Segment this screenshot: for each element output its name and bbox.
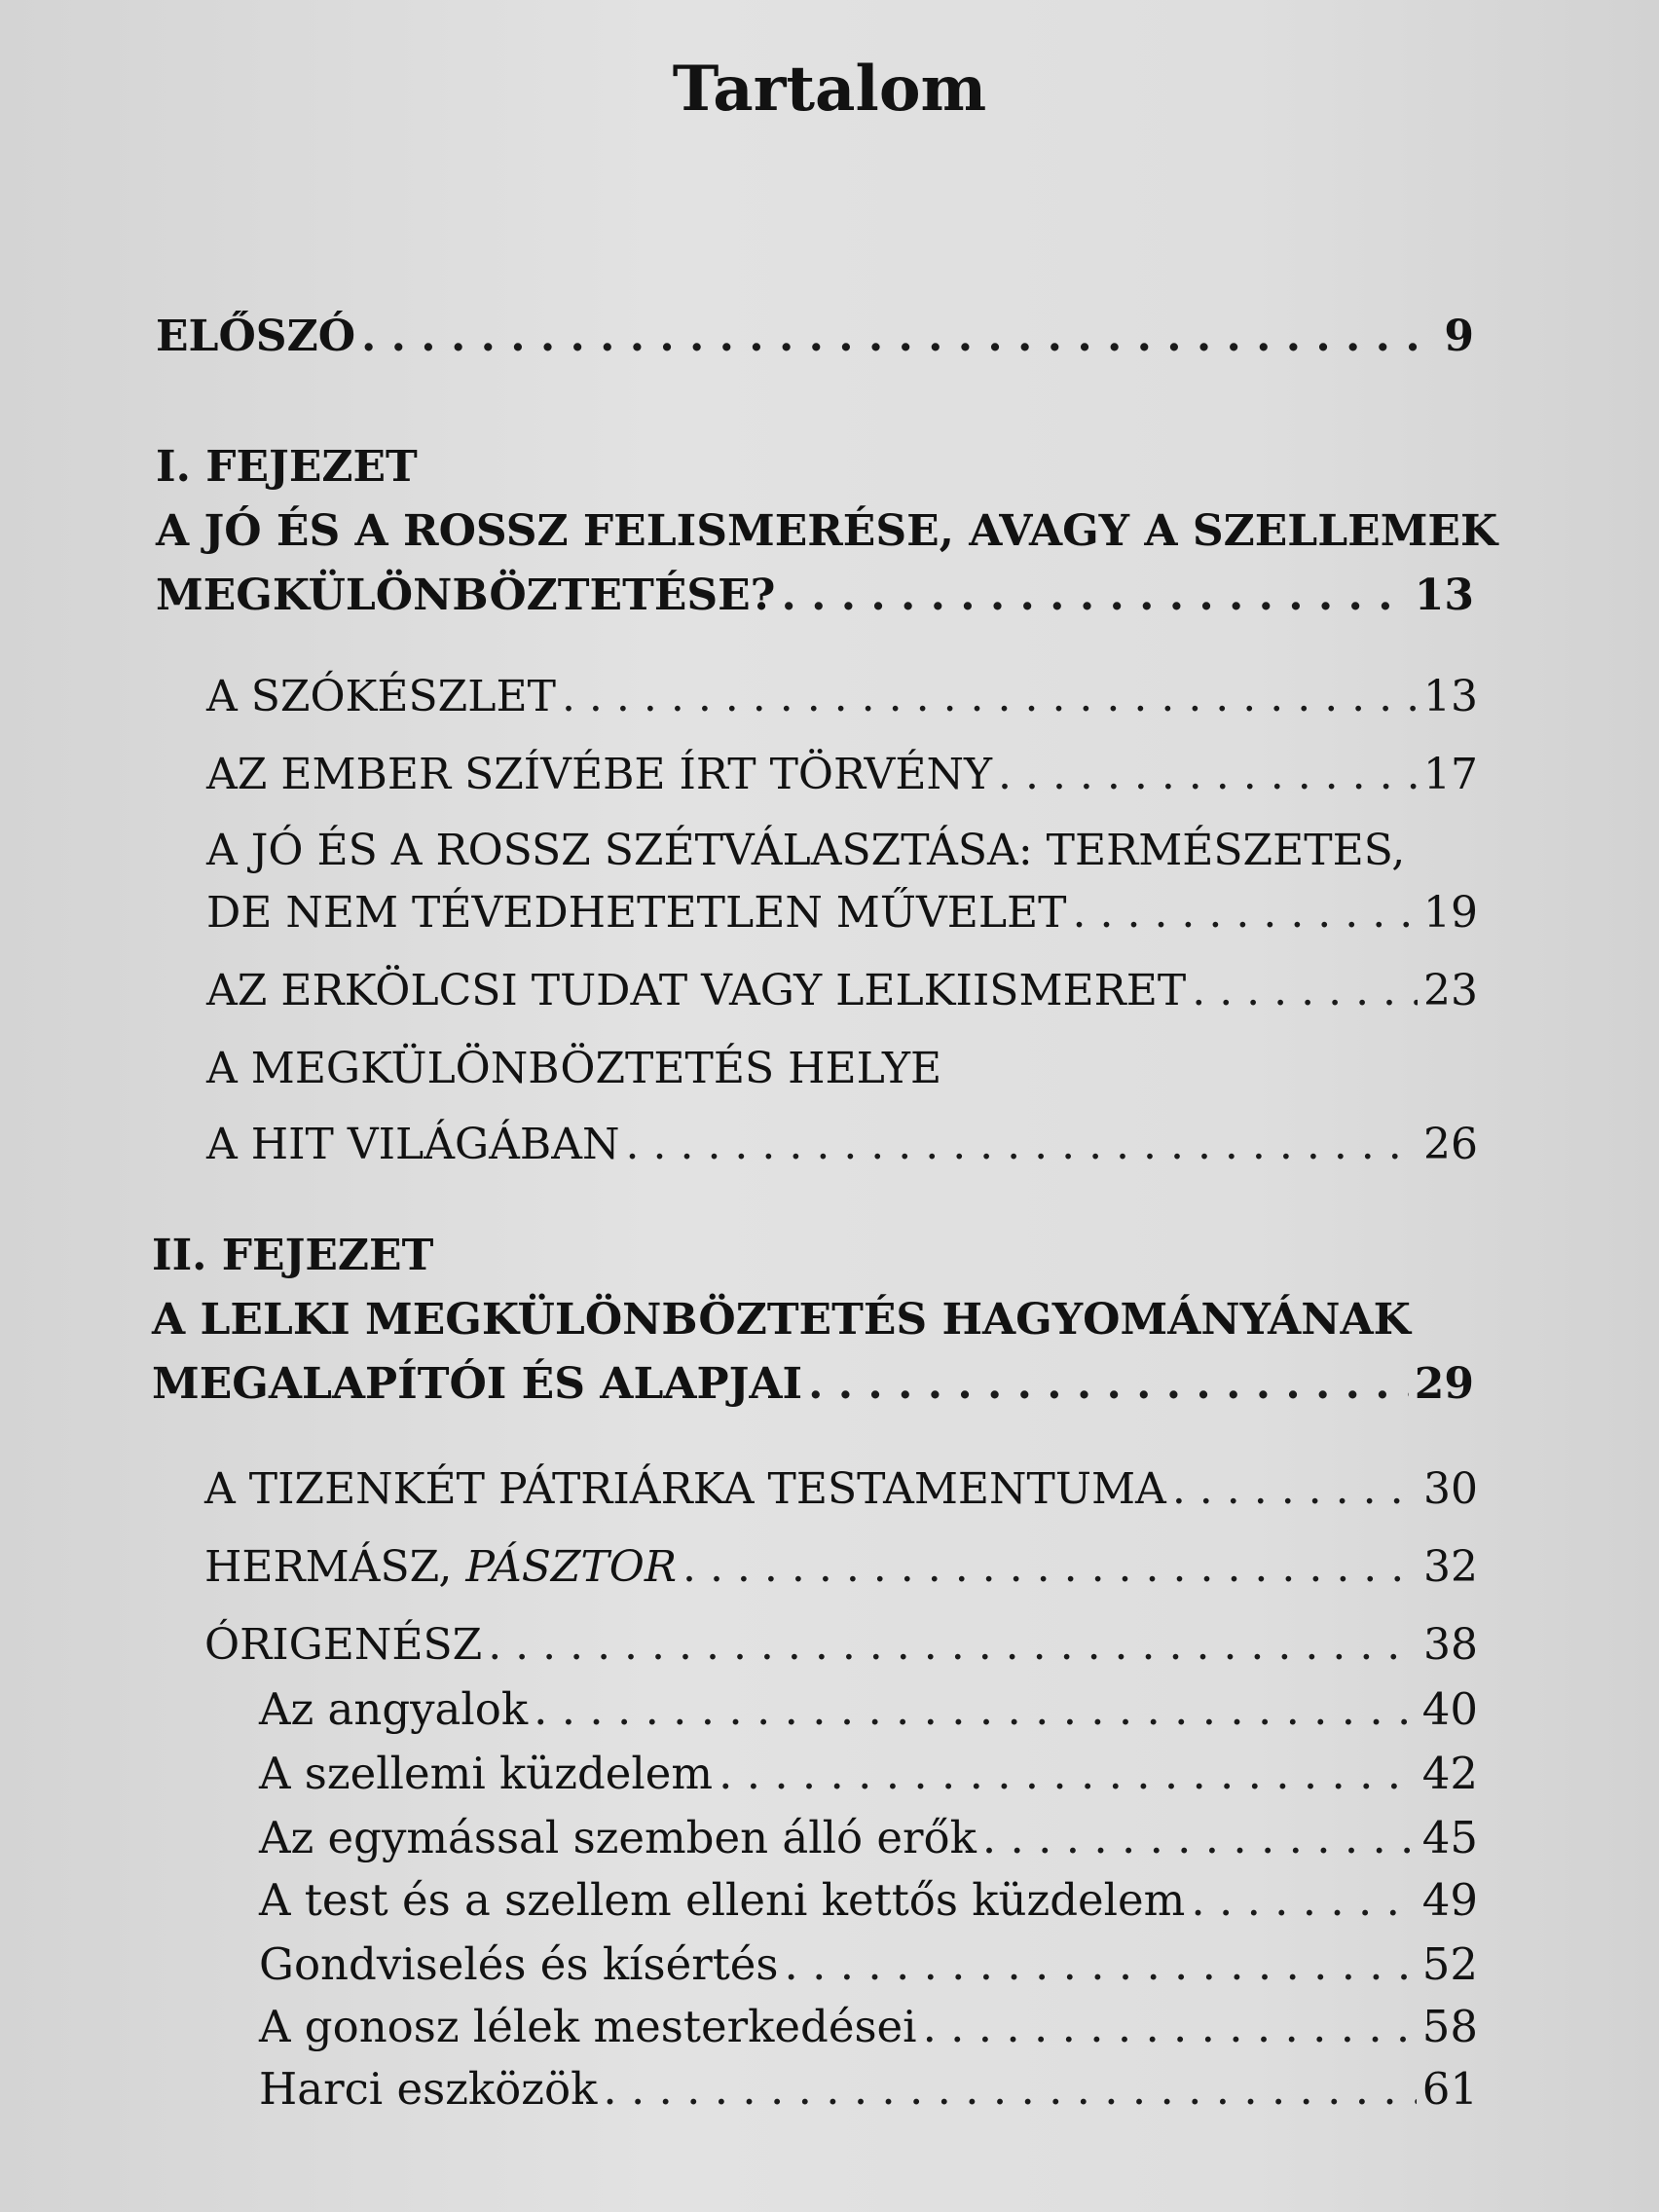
toc-entry-section[interactable] (206, 1118, 1478, 1172)
toc-entry-section[interactable] (206, 670, 1478, 724)
toc-entry-label: ÓRIGENÉSZ (204, 1620, 483, 1670)
toc-entry-page: 29 (1414, 1359, 1474, 1409)
toc-entry-label-main: HERMÁSZ, (204, 1542, 466, 1592)
toc-entry-label: A gonosz lélek mesterkedései (259, 2001, 917, 2052)
chapter-title-line: A JÓ ÉS A ROSSZ FELISMERÉSE, AVAGY A SZELLEMEK (156, 506, 1498, 556)
toc-entry-label: A SZÓKÉSZLET (206, 672, 556, 721)
toc-entry-label: AZ ERKÖLCSI TUDAT VAGY LELKIISMERET (206, 966, 1187, 1015)
toc-entry-chapter-2[interactable] (152, 1357, 1474, 1412)
toc-entry-label: Gondviselés és kísértés (259, 1938, 779, 1990)
toc-entry-foreword[interactable] (156, 310, 1474, 364)
toc-entry-page: 45 (1421, 1812, 1478, 1863)
toc-entry-subsection[interactable] (259, 1811, 1478, 1865)
toc-entry-page: 17 (1423, 750, 1478, 799)
dot-leader (1172, 1462, 1418, 1517)
dot-leader (923, 2000, 1417, 2054)
dot-leader (998, 748, 1418, 802)
dot-leader (562, 670, 1418, 724)
toc-entry-subsection[interactable] (259, 1747, 1478, 1801)
toc-entry-label: Harci eszközök (259, 2063, 598, 2115)
toc-entry-page: 38 (1423, 1620, 1478, 1670)
toc-entry-label: A TIZENKÉT PÁTRIÁRKA TESTAMENTUMA (204, 1464, 1166, 1514)
dot-leader (682, 1540, 1418, 1595)
toc-entry-page: 52 (1421, 1938, 1478, 1990)
chapter-title-line: MEGKÜLÖNBÖZTETÉSE? (156, 571, 776, 620)
chapter-title-line: A LELKI MEGKÜLÖNBÖZTETÉS HAGYOMÁNYÁNAK (152, 1295, 1411, 1345)
toc-entry-label: Az egymással szemben álló erők (259, 1812, 977, 1863)
toc-entry-label: A JÓ ÉS A ROSSZ SZÉTVÁLASZTÁSA: TERMÉSZETES, (206, 826, 1406, 875)
toc-entry-section[interactable] (206, 964, 1478, 1018)
dot-leader (982, 1811, 1417, 1865)
toc-entry-label: A szellemi küzdelem (259, 1748, 714, 1799)
toc-entry-subsection[interactable] (259, 1937, 1478, 1992)
toc-entry-chapter-1[interactable] (156, 569, 1474, 623)
toc-entry-section[interactable] (204, 1618, 1478, 1673)
toc-entry-label: ELŐSZÓ (156, 312, 356, 361)
toc-entry-section[interactable] (204, 1462, 1478, 1517)
dot-leader (808, 1357, 1409, 1412)
toc-entry-page: 30 (1423, 1464, 1478, 1514)
toc-entry-page: 58 (1421, 2001, 1478, 2052)
toc-entry-label (204, 1540, 677, 1595)
toc-entry-label: A HIT VILÁGÁBAN (206, 1120, 620, 1169)
dot-leader (1191, 1873, 1416, 1928)
toc-entry-page: 9 (1444, 312, 1474, 361)
toc-entry-subsection[interactable] (259, 2062, 1478, 2117)
chapter-title-line: MEGALAPÍTÓI ÉS ALAPJAI (152, 1359, 803, 1409)
dot-leader (534, 1682, 1417, 1737)
toc-entry-page: 61 (1421, 2063, 1478, 2115)
dot-leader (361, 310, 1438, 364)
dot-leader (626, 1118, 1418, 1172)
toc-entry-label: A test és a szellem elleni kettős küzdelem (259, 1874, 1186, 1926)
toc-entry-label: DE NEM TÉVEDHETETLEN MŰVELET (206, 888, 1067, 938)
toc-entry-page: 23 (1423, 966, 1478, 1015)
dot-leader (781, 569, 1408, 623)
dot-leader (603, 2062, 1416, 2117)
toc-entry-label: AZ EMBER SZÍVÉBE ÍRT TÖRVÉNY (206, 750, 992, 799)
chapter-number: II. FEJEZET (152, 1231, 434, 1280)
dot-leader (719, 1747, 1417, 1801)
toc-entry-label: Az angyalok (259, 1683, 529, 1735)
toc-entry-page: 42 (1421, 1748, 1478, 1799)
toc-entry-subsection[interactable] (259, 2000, 1478, 2054)
dot-leader (1073, 886, 1418, 940)
chapter-number: I. FEJEZET (156, 442, 418, 492)
page-title: Tartalom (672, 53, 987, 126)
toc-entry-label: A MEGKÜLÖNBÖZTETÉS HELYE (206, 1044, 942, 1093)
toc-entry-section[interactable] (206, 886, 1478, 940)
toc-entry-section[interactable] (206, 748, 1478, 802)
toc-entry-page: 32 (1423, 1542, 1478, 1592)
toc-entry-page: 49 (1421, 1874, 1478, 1926)
toc-entry-page: 19 (1423, 888, 1478, 938)
toc-entry-page: 13 (1423, 672, 1478, 721)
toc-entry-page: 13 (1414, 571, 1474, 620)
toc-entry-section[interactable] (204, 1540, 1478, 1595)
toc-entry-label-italic: PÁSZTOR (465, 1542, 677, 1592)
toc-entry-page: 26 (1423, 1120, 1478, 1169)
dot-leader (488, 1618, 1418, 1673)
dot-leader (1192, 964, 1418, 1018)
dot-leader (785, 1937, 1417, 1992)
toc-entry-subsection[interactable] (259, 1873, 1478, 1928)
toc-entry-page: 40 (1421, 1683, 1478, 1735)
toc-entry-subsection[interactable] (259, 1682, 1478, 1737)
